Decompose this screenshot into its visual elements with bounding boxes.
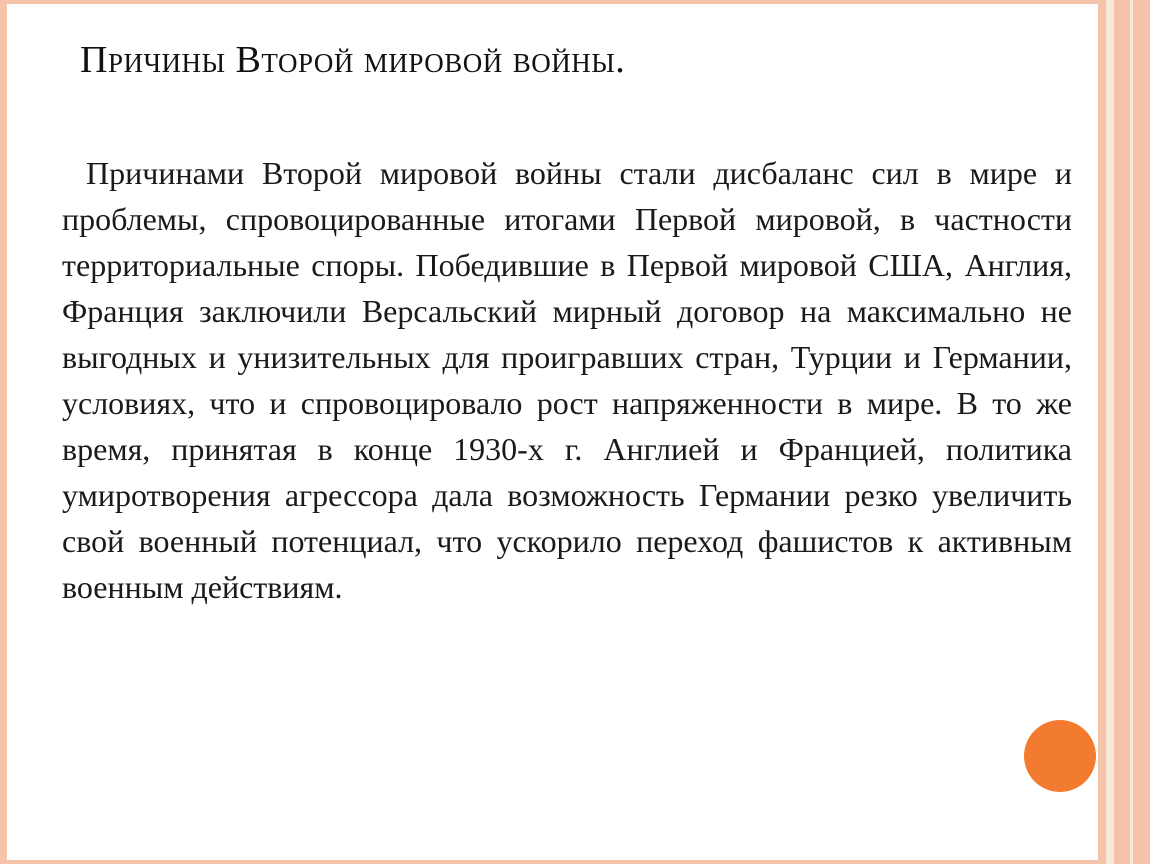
slide-title: Причины Второй мировой войны. xyxy=(80,39,626,81)
frame-right-stripe-inner xyxy=(1098,0,1106,864)
frame-left-border xyxy=(0,0,7,864)
frame-top-border xyxy=(0,0,1150,4)
frame-bottom-border xyxy=(0,860,1150,864)
frame-right-stripe-line xyxy=(1130,0,1133,864)
frame-right-stripe-gap xyxy=(1106,0,1114,864)
accent-circle-icon xyxy=(1024,720,1096,792)
slide-body-text: Причинами Второй мировой войны стали дисбаланс сил в мире и проблемы, спровоцированные итогами Первой мировой, в частности территориальные споры. Победившие в Первой мировой США, Англия, Франция заключили Версальский мирный договор на максимально не выгодных и унизительных для проигравших стран, Турции и Германии, условиях, что и спровоцировало рост напряженности в мире. В то же время, принятая в конце 1930-х г. Англией и Францией, политика умиротворения агрессора дала возможность Германии резко увеличить свой военный потенциал, что ускорило переход фашистов к активным военным действиям. xyxy=(62,155,1072,605)
